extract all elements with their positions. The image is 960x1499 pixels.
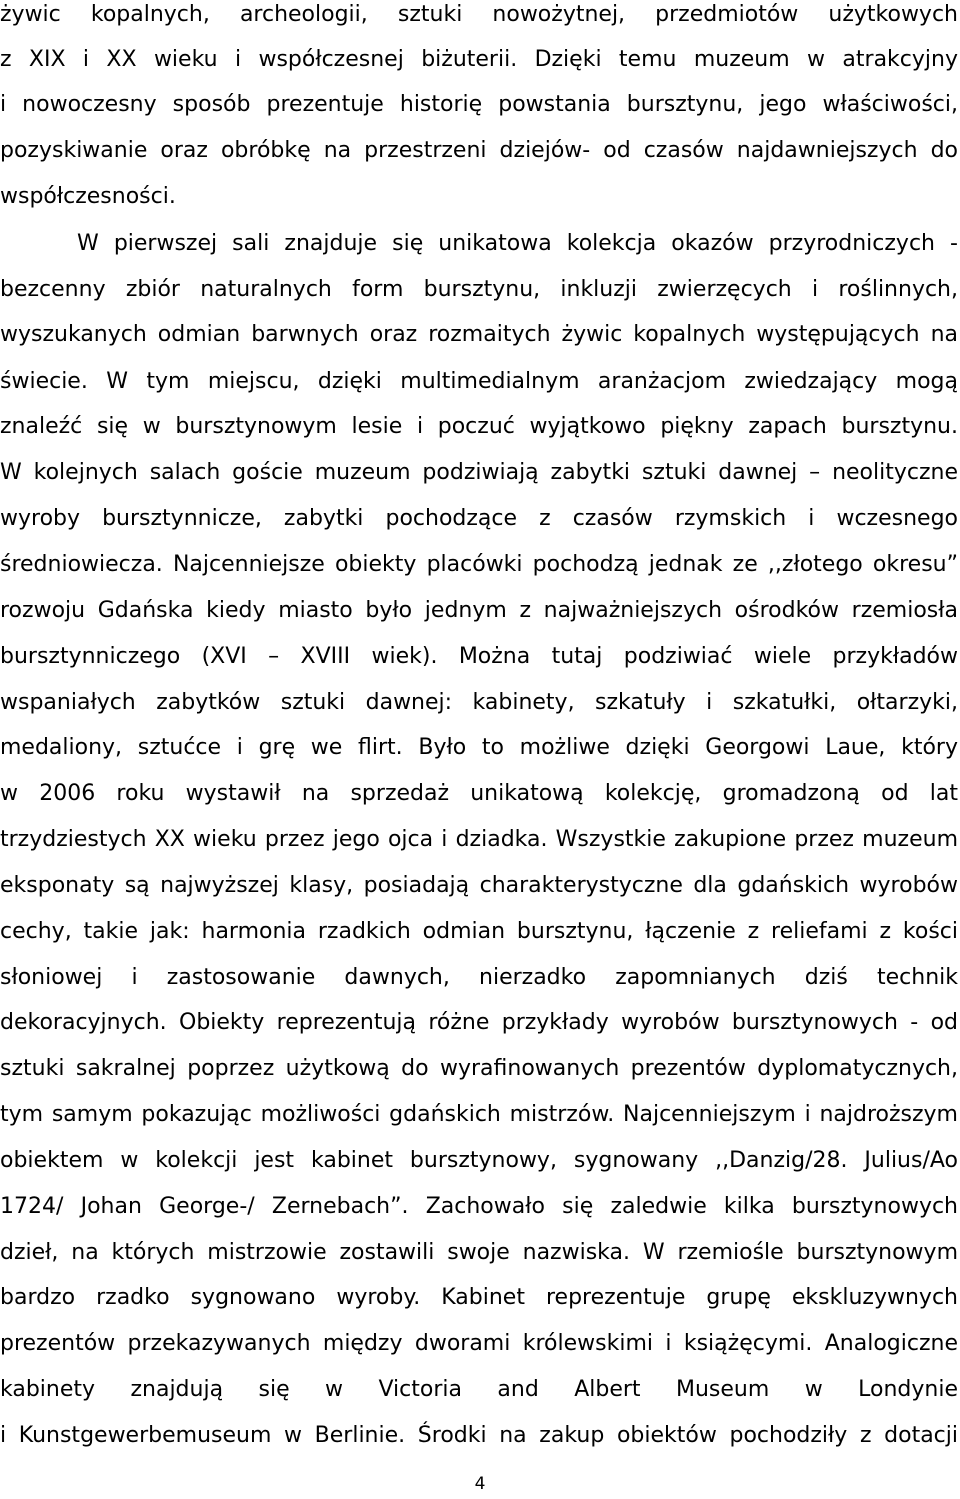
text-line: wyszukanych odmian barwnych oraz rozmaitych żywic kopalnych występujących na	[0, 322, 958, 347]
text-line: dekoracyjnych. Obiekty reprezentują różne przykłady wyrobów bursztynowych - od	[0, 1010, 958, 1035]
text-line: kabinety znajdują się w Victoria and Albert Museum w Londynie	[0, 1377, 958, 1402]
text-line: bezcenny zbiór naturalnych form bursztynu, inkluzji zwierzęcych i roślinnych,	[0, 277, 958, 302]
text-line: w 2006 roku wystawił na sprzedaż unikatową kolekcję, gromadzoną od lat	[0, 781, 958, 806]
text-line: wyroby bursztynnicze, zabytki pochodzące z czasów rzymskich i wczesnego	[0, 506, 958, 531]
text-line: W kolejnych salach goście muzeum podziwiają zabytki sztuki dawnej – neolityczne	[0, 460, 958, 485]
text-line: średniowiecza. Najcenniejsze obiekty placówki pochodzą jednak ze ,,złotego okresu”	[0, 552, 958, 577]
text-line: rozwoju Gdańska kiedy miasto było jednym z najważniejszych ośrodków rzemiosła	[0, 598, 958, 623]
text-line: medaliony, sztućce i grę we flirt. Było to możliwe dzięki Georgowi Laue, który	[0, 735, 958, 760]
text-line: obiektem w kolekcji jest kabinet bursztynowy, sygnowany ,,Danzig/28. Julius/Ao	[0, 1148, 958, 1173]
text-line: i nowoczesny sposób prezentuje historię powstania bursztynu, jego właściwości,	[0, 92, 958, 117]
text-line: bardzo rzadko sygnowano wyroby. Kabinet reprezentuje grupę ekskluzywnych	[0, 1285, 958, 1310]
text-line: z XIX i XX wieku i współczesnej biżuterii. Dzięki temu muzeum w atrakcyjny	[0, 47, 958, 72]
text-line: żywic kopalnych, archeologii, sztuki nowożytnej, przedmiotów użytkowych	[0, 2, 958, 27]
text-line: słoniowej i zastosowanie dawnych, nierzadko zapomnianych dziś technik	[0, 965, 958, 990]
text-line: tym samym pokazując możliwości gdańskich mistrzów. Najcenniejszym i najdroższym	[0, 1102, 958, 1127]
text-line: i Kunstgewerbemuseum w Berlinie. Środki na zakup obiektów pochodziły z dotacji	[0, 1423, 958, 1448]
text-line: cechy, takie jak: harmonia rzadkich odmian bursztynu, łączenie z reliefami z kości	[0, 919, 958, 944]
text-line: wspaniałych zabytków sztuki dawnej: kabinety, szkatuły i szkatułki, ołtarzyki,	[0, 690, 958, 715]
text-line: współczesności.	[0, 184, 176, 209]
text-line: prezentów przekazywanych między dworami królewskimi i książęcymi. Analogiczne	[0, 1331, 958, 1356]
text-line: bursztynniczego (XVI – XVIII wiek). Można tutaj podziwiać wiele przykładów	[0, 644, 958, 669]
text-line: trzydziestych XX wieku przez jego ojca i dziadka. Wszystkie zakupione przez muzeum	[0, 827, 958, 852]
text-line: sztuki sakralnej poprzez użytkową do wyrafinowanych prezentów dyplomatycznych,	[0, 1056, 958, 1081]
text-line: 1724/ Johan George-/ Zernebach”. Zachowało się zaledwie kilka bursztynowych	[0, 1194, 958, 1219]
text-line: dzieł, na których mistrzowie zostawili swoje nazwiska. W rzemiośle bursztynowym	[0, 1240, 958, 1265]
text-line: pozyskiwanie oraz obróbkę na przestrzeni dziejów- od czasów najdawniejszych do	[0, 138, 958, 163]
text-line: znaleźć się w bursztynowym lesie i poczuć wyjątkowo piękny zapach bursztynu.	[0, 414, 958, 439]
text-line: świecie. W tym miejscu, dzięki multimedialnym aranżacjom zwiedzający mogą	[0, 369, 958, 394]
text-line: W pierwszej sali znajduje się unikatowa kolekcja okazów przyrodniczych -	[77, 231, 958, 256]
page-number: 4	[474, 1474, 486, 1494]
text-line: eksponaty są najwyższej klasy, posiadają charakterystyczne dla gdańskich wyrobów	[0, 873, 958, 898]
